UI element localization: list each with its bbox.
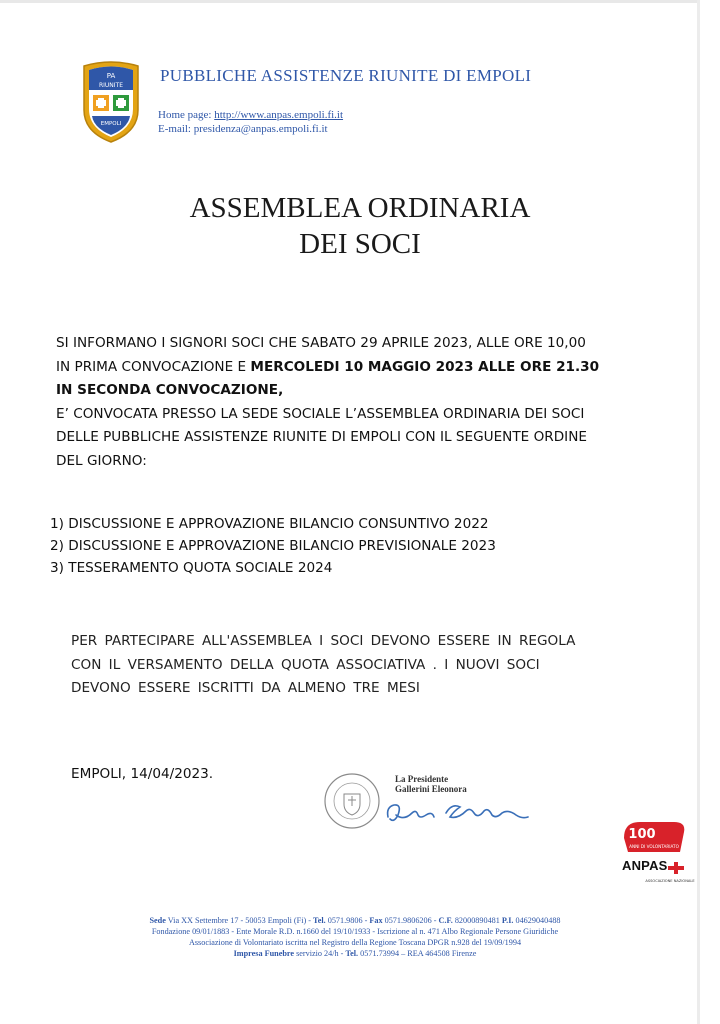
footer-text: 04629040488	[513, 916, 561, 925]
second-convocation-label: IN SECONDA CONVOCAZIONE,	[56, 382, 284, 399]
signatory-name: Gallerini Eleonora	[395, 784, 467, 794]
notice-line: CON IL VERSAMENTO DELLA QUOTA ASSOCIATIVA . I NUOVI SOCI	[71, 656, 540, 673]
footer-address-line	[0, 915, 710, 926]
footer-text: 0571.9806206 -	[382, 916, 439, 925]
body-line	[56, 356, 656, 380]
body-line: DELLE PUBBLICHE ASSISTENZE RIUNITE DI EMPOLI CON IL SEGUENTE ORDINE	[56, 429, 587, 446]
date-place: EMPOLI, 14/04/2023.	[71, 766, 214, 782]
page-edge	[697, 0, 700, 1024]
agenda-item: 1) DISCUSSIONE E APPROVAZIONE BILANCIO CONSUNTIVO 2022	[50, 516, 489, 532]
footer-label: Impresa Funebre	[233, 949, 295, 958]
email-line: E-mail: presidenza@anpas.empoli.fi.it	[158, 123, 328, 135]
footer-label: Sede	[149, 916, 166, 925]
footer-label: Tel.	[345, 949, 359, 958]
contact-info	[158, 108, 343, 136]
footer-label: Tel.	[313, 916, 326, 925]
footer-text: Via XX Settembre 17 - 50053 Empoli (Fi) -	[165, 916, 314, 925]
logo-text-top: PA	[106, 72, 116, 80]
organization-name: PUBBLICHE ASSISTENZE RIUNITE DI EMPOLI	[160, 66, 532, 85]
second-convocation-date: MERCOLEDI 10 MAGGIO 2023 ALLE ORE 21.30	[250, 358, 600, 375]
footer-text: 0571.73994 – REA 464508 Firenze	[358, 949, 477, 958]
footer-label: P.I.	[501, 916, 514, 925]
title-line: DEI SOCI	[299, 228, 421, 260]
signatory	[395, 774, 467, 794]
footer-registry-line: Associazione di Volontariato iscritta nel Registro della Regione Toscana DPGR n.928 del 19/09/1994	[188, 938, 522, 947]
official-stamp	[322, 772, 382, 830]
footer-label: Fax	[369, 916, 383, 925]
page-edge	[0, 0, 700, 3]
anpas-name: ANPAS	[622, 858, 668, 873]
logo-text-mid: RIUNITE	[98, 82, 124, 89]
footer-foundation-line: Fondazione 09/01/1883 - Ente Morale R.D. n.1660 del 19/10/1933 - Iscrizione al n. 471 Albo Regionale Persone Giuridiche	[151, 927, 559, 936]
anpas-badge-sub: ANNI DI VOLONTARIATO	[629, 844, 679, 849]
body-line: E’ CONVOCATA PRESSO LA SEDE SOCIALE L’ASSEMBLEA ORDINARIA DEI SOCI	[56, 405, 585, 422]
anpas-logo	[618, 818, 695, 888]
notice-line: DEVONO ESSERE ISCRITTI DA ALMENO TRE MESI	[71, 680, 420, 696]
footer-text: 82000890481	[452, 916, 502, 925]
participation-notice	[71, 630, 671, 701]
logo-text-bottom: EMPOLI	[100, 121, 122, 127]
body-text: IN PRIMA CONVOCAZIONE E	[56, 358, 251, 375]
agenda-list	[50, 513, 650, 579]
document-title	[0, 190, 720, 262]
body-line: SI INFORMANO I SIGNORI SOCI CHE SABATO 29 APRILE 2023, ALLE ORE 10,00	[56, 335, 586, 351]
homepage-label: Home page:	[158, 109, 215, 121]
footer-text: servizio 24/h -	[294, 949, 346, 958]
anpas-badge-number: 100	[628, 827, 656, 842]
notice-line: PER PARTECIPARE ALL'ASSEMBLEA I SOCI DEVONO ESSERE IN REGOLA	[71, 633, 576, 649]
agenda-item: 3) TESSERAMENTO QUOTA SOCIALE 2024	[50, 560, 333, 576]
footer-funeral-line	[0, 948, 710, 959]
handwritten-signature	[382, 797, 532, 831]
title-line: ASSEMBLEA ORDINARIA	[189, 192, 531, 224]
agenda-item: 2) DISCUSSIONE E APPROVAZIONE BILANCIO PREVISIONALE 2023	[50, 538, 496, 554]
homepage-link[interactable]: http://www.anpas.empoli.fi.it	[214, 109, 344, 121]
association-logo	[80, 60, 142, 144]
footer-text: 0571.9806 -	[325, 916, 370, 925]
convocation-text	[56, 332, 656, 474]
homepage-line	[158, 108, 343, 122]
body-line: DEL GIORNO:	[56, 452, 147, 469]
footer-label: C.F.	[438, 916, 453, 925]
body-line	[56, 379, 656, 403]
anpas-subtitle: ASSOCIAZIONE NAZIONALE	[645, 879, 695, 883]
footer	[0, 915, 710, 959]
signatory-role: La Presidente	[395, 774, 449, 784]
